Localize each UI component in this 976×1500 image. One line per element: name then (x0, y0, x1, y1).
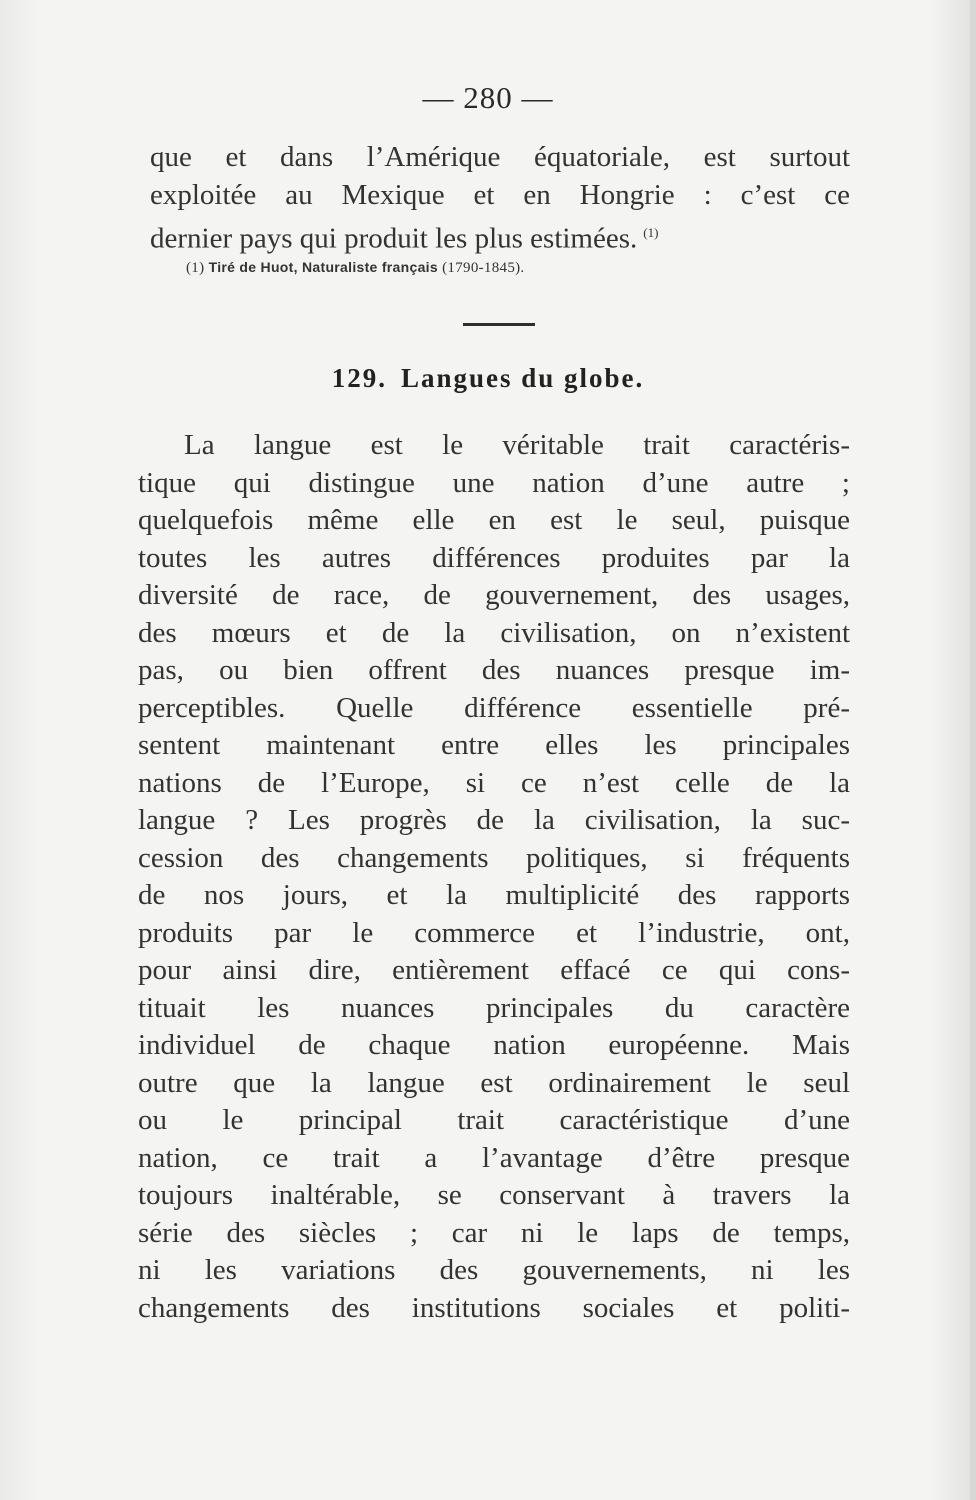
text-line: tique qui distingue une nation d’une autre ; (138, 466, 850, 499)
text-line: tituait les nuances principales du caractère (138, 991, 850, 1024)
text-line: pas, ou bien offrent des nuances presque im- (138, 654, 850, 686)
text-line: produits par le commerce et l’industrie, ont, (138, 916, 850, 949)
text-line: pour ainsi dire, entièrement effacé ce qui cons- (138, 954, 850, 986)
section-number: 129. (331, 363, 387, 393)
text-line: langue ? Les progrès de la civilisation, la suc- (138, 804, 850, 836)
footnote-reference: (1) (643, 225, 659, 240)
text-line: outre que la langue est ordinairement le seul (138, 1066, 850, 1099)
continuation-paragraph (150, 138, 850, 255)
text-line: des mœurs et de la civilisation, on n’existent (138, 616, 850, 649)
footnote-dates: (1790-1845). (442, 260, 525, 276)
footnote-mark: (1) (186, 260, 205, 276)
page-number: — 280 — (422, 80, 554, 115)
text-line: ni les variations des gouvernements, ni les (138, 1254, 850, 1286)
text-line: ou le principal trait caractéristique d’une (138, 1104, 850, 1136)
body-paragraph (138, 427, 850, 1327)
text-line: de nos jours, et la multiplicité des rapports (138, 879, 850, 911)
footnote (186, 259, 524, 277)
text-line: toujours inaltérable, se conservant à travers la (138, 1179, 850, 1211)
text-line: diversité de race, de gouvernement, des usages, (138, 579, 850, 611)
page-edge (970, 0, 976, 1500)
text-line: sentent maintenant entre elles les principales (138, 729, 850, 761)
text-line: individuel de chaque nation européenne. Mais (138, 1029, 850, 1061)
text-line: nations de l’Europe, si ce n’est celle de la (138, 766, 850, 799)
text-line-content: dernier pays qui produit les plus estimées. (150, 222, 638, 255)
text-line: exploitée au Mexique et en Hongrie : c’est ce (150, 179, 850, 211)
text-line: perceptibles. Quelle différence essentielle pré- (138, 691, 850, 724)
text-line: La langue est le véritable trait caractéris- (184, 429, 850, 461)
text-line: que et dans l’Amérique équatoriale, est surtout (150, 141, 850, 173)
text-line: changements des institutions sociales et politi- (138, 1291, 850, 1324)
text-line: toutes les autres différences produites par la (138, 541, 850, 574)
section-title: Langues du globe. (400, 363, 645, 393)
text-line: nation, ce trait a l’avantage d’être presque (138, 1141, 850, 1174)
text-line: cession des changements politiques, si fréquents (138, 841, 850, 874)
text-line (150, 214, 850, 255)
section-divider (463, 323, 535, 326)
section-heading (0, 363, 976, 394)
text-line: série des siècles ; car ni le laps de temps, (138, 1216, 850, 1249)
footnote-text: Tiré de Huot, Naturaliste français (208, 259, 438, 275)
text-line: quelquefois même elle en est le seul, puisque (138, 504, 850, 536)
